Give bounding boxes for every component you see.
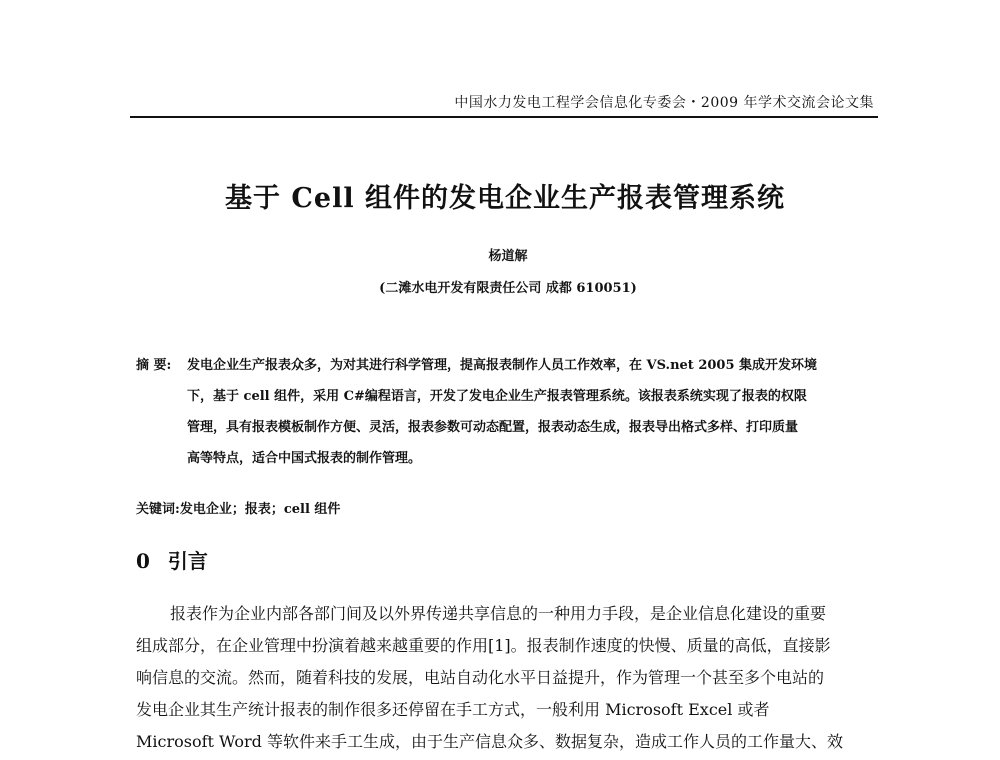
abstract-body xyxy=(188,350,884,474)
section-title: 引言 xyxy=(167,549,208,573)
keywords-label: 关键词: xyxy=(136,502,180,517)
author-name: 杨道解 xyxy=(488,249,528,264)
header-rule xyxy=(130,116,878,118)
body-line: 组成部分，在企业管理中扮演着越来越重要的作用[1]。报表制作速度的快慢、质量的高低，直接影 xyxy=(136,636,831,655)
abstract-line: 高等特点，适合中国式报表的制作管理。 xyxy=(187,451,422,466)
body-paragraph xyxy=(136,598,888,758)
body-line: 发电企业其生产统计报表的制作很多还停留在手工方式，一般利用 Microsoft Excel 或者 xyxy=(136,700,770,719)
paper-title: 基于 Cell 组件的发电企业生产报表管理系统 xyxy=(225,183,785,214)
abstract xyxy=(136,350,884,474)
keywords xyxy=(136,498,340,517)
section-heading xyxy=(136,545,208,574)
running-header: 中国水力发电工程学会信息化专委会・2009 年学术交流会论文集 xyxy=(454,95,874,111)
abstract-label: 摘 要: xyxy=(136,358,172,373)
body-line: Microsoft Word 等软件来手工生成，由于生产信息众多、数据复杂，造成工作人员的工作量大、效 xyxy=(136,732,843,751)
section-number: 0 xyxy=(136,549,150,573)
abstract-line: 发电企业生产报表众多，为对其进行科学管理，提高报表制作人员工作效率，在 VS.net 2005 集成开发环境 xyxy=(187,358,818,373)
abstract-line: 下，基于 cell 组件，采用 C#编程语言，开发了发电企业生产报表管理系统。该报表系统实现了报表的权限 xyxy=(187,389,807,404)
abstract-line: 管理，具有报表模板制作方便、灵活，报表参数可动态配置，报表动态生成，报表导出格式多样、打印质量 xyxy=(187,420,799,435)
keywords-text: 发电企业；报表；cell 组件 xyxy=(179,502,341,517)
author-affiliation: (二滩水电开发有限责任公司 成都 610051) xyxy=(379,281,637,296)
body-line: 响信息的交流。然而，随着科技的发展，电站自动化水平日益提升，作为管理一个甚至多个电站的 xyxy=(136,668,825,687)
body-line: 报表作为企业内部各部门间及以外界传递共享信息的一种用力手段，是企业信息化建设的重要 xyxy=(170,604,827,623)
